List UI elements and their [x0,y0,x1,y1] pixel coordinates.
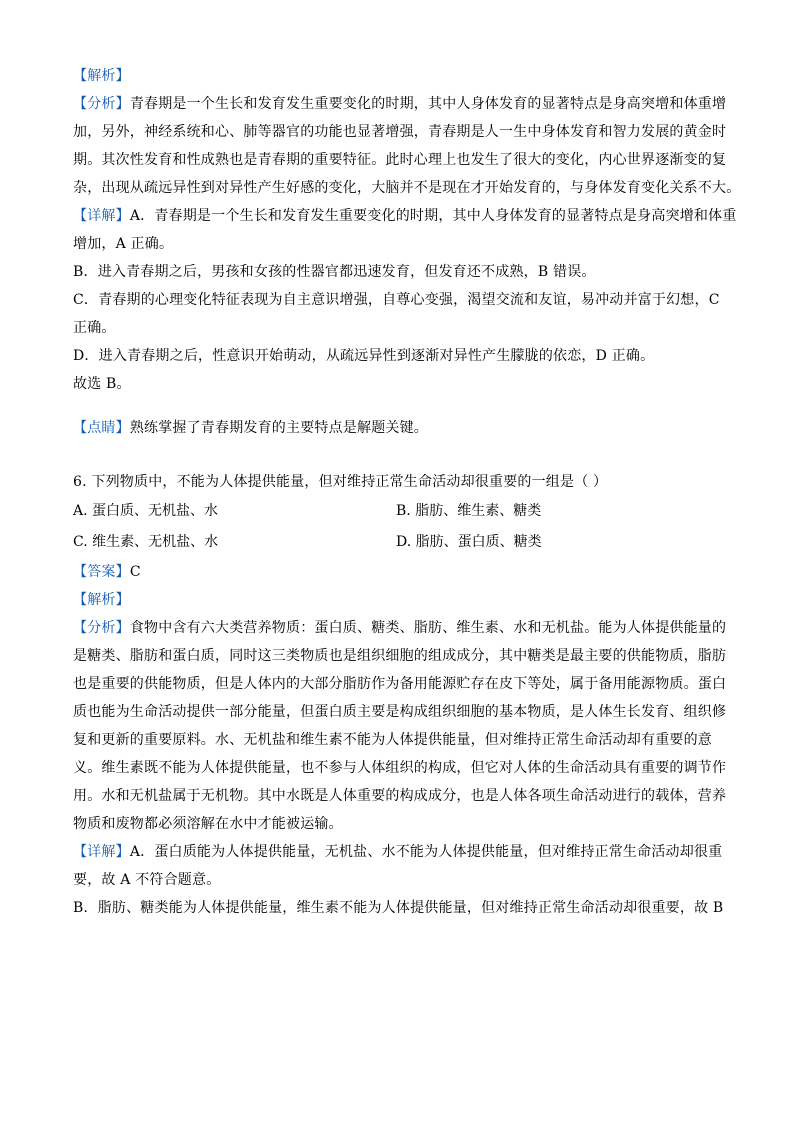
question-stem: 6. 下列物质中，不能为人体提供能量，但对维持正常生命活动却很重要的一组是（ ） [73,474,608,490]
dianjing-text: 熟练掌握了青春期发育的主要特点是解题关键。 [129,420,429,436]
fenxi-line [73,614,733,642]
jiexi-heading [73,586,733,614]
xiangjie-text: A．蛋白质能为人体提供能量，无机盐、水不能为人体提供能量，但对维持正常生命活动却很重 [129,844,723,860]
answer-line [73,558,733,586]
answer-value: C [129,564,141,580]
options-grid [73,496,733,558]
xiangjie-line: C．青春期的心理变化特征表现为自主意识增强，自尊心变强，渴望交流和友谊，易冲动并富于幻想，C [73,292,720,308]
xiangjie-line: D．进入青春期之后，性意识开始萌动，从疏远异性到逐渐对异性产生朦胧的依恋，D 正确。 [73,348,655,364]
fenxi-line: 也是重要的供能物质，但是人体内的大部分脂肪作为备用能源贮存在皮下等处，属于备用能源物质。蛋白 [73,676,727,692]
fenxi-line: 是糖类、脂肪和蛋白质，同时这三类物质也是组织细胞的组成成分，其中糖类是最主要的供能物质，脂肪 [73,648,727,664]
fenxi-tag: 【分析】 [73,96,130,112]
xiangjie-text: A．青春期是一个生长和发育发生重要变化的时期，其中人身体发育的显著特点是身高突增和体重 [129,208,737,224]
option-b: B. 脂肪、维生素、糖类 [396,503,542,519]
xiangjie-tag: 【详解】 [73,208,130,224]
answer-tag: 【答案】 [73,564,130,580]
fenxi-text: 食物中含有六大类营养物质：蛋白质、糖类、脂肪、维生素、水和无机盐。能为人体提供能量的 [129,620,727,636]
fenxi-line: 义。维生素既不能为人体提供能量，也不参与人体组织的构成，但它对人体的生命活动具有重要的调节作 [73,760,727,776]
fenxi-line: 杂，出现从疏远异性到对异性产生好感的变化，大脑并不是现在才开始发育的，与身体发育变化关系不大。 [73,180,741,196]
xiangjie-tag: 【详解】 [73,844,130,860]
option-d: D. 脂肪、蛋白质、糖类 [396,534,542,550]
option-c: C. 维生素、无机盐、水 [73,534,219,550]
fenxi-line: 物质和废物都必须溶解在水中才能被运输。 [73,816,343,832]
xiangjie-line: B．进入青春期之后，男孩和女孩的性器官都迅速发育，但发育还不成熟，B 错误。 [73,264,596,280]
fenxi-line: 质也能为生命活动提供一部分能量，但蛋白质主要是构成组织细胞的基本物质，是人体生长发育、组织修 [73,704,727,720]
xiangjie-line: 增加，A 正确。 [73,236,174,252]
xiangjie-line [73,202,737,230]
dianjing-tag: 【点睛】 [73,420,130,436]
fenxi-line: 复和更新的重要原料。水、无机盐和维生素不能为人体提供能量，但对维持正常生命活动却有重要的意 [73,732,712,748]
fenxi-line: 用。水和无机盐属于无机物。其中水既是人体重要的构成成分，也是人体各项生命活动进行的载体，营养 [73,788,727,804]
jiexi-tag: 【解析】 [73,592,130,608]
document-page [73,62,741,922]
xiangjie-line: 要，故 A 不符合题意。 [73,872,221,888]
fenxi-line [73,90,733,118]
jiexi-heading [73,62,733,90]
xiangjie-line: 正确。 [73,320,116,336]
xiangjie-line [73,838,733,866]
fenxi-text: 青春期是一个生长和发育发生重要变化的时期，其中人身体发育的显著特点是身高突增和体重增 [129,96,727,112]
fenxi-tag: 【分析】 [73,620,130,636]
option-a: A. 蛋白质、无机盐、水 [73,503,219,519]
xiangjie-line: B．脂肪、糖类能为人体提供能量，维生素不能为人体提供能量，但对维持正常生命活动却很重要，故 B [73,900,724,916]
jiexi-tag: 【解析】 [73,68,130,84]
xiangjie-line: 故选 B。 [73,376,131,392]
fenxi-line: 加，另外，神经系统和心、肺等器官的功能也显著增强，青春期是人一生中身体发育和智力发展的黄金时 [73,124,727,140]
dianjing-line [73,414,733,442]
fenxi-line: 期。其次性发育和性成熟也是青春期的重要特征。此时心理上也发生了很大的变化，内心世界逐渐变的复 [73,152,727,168]
